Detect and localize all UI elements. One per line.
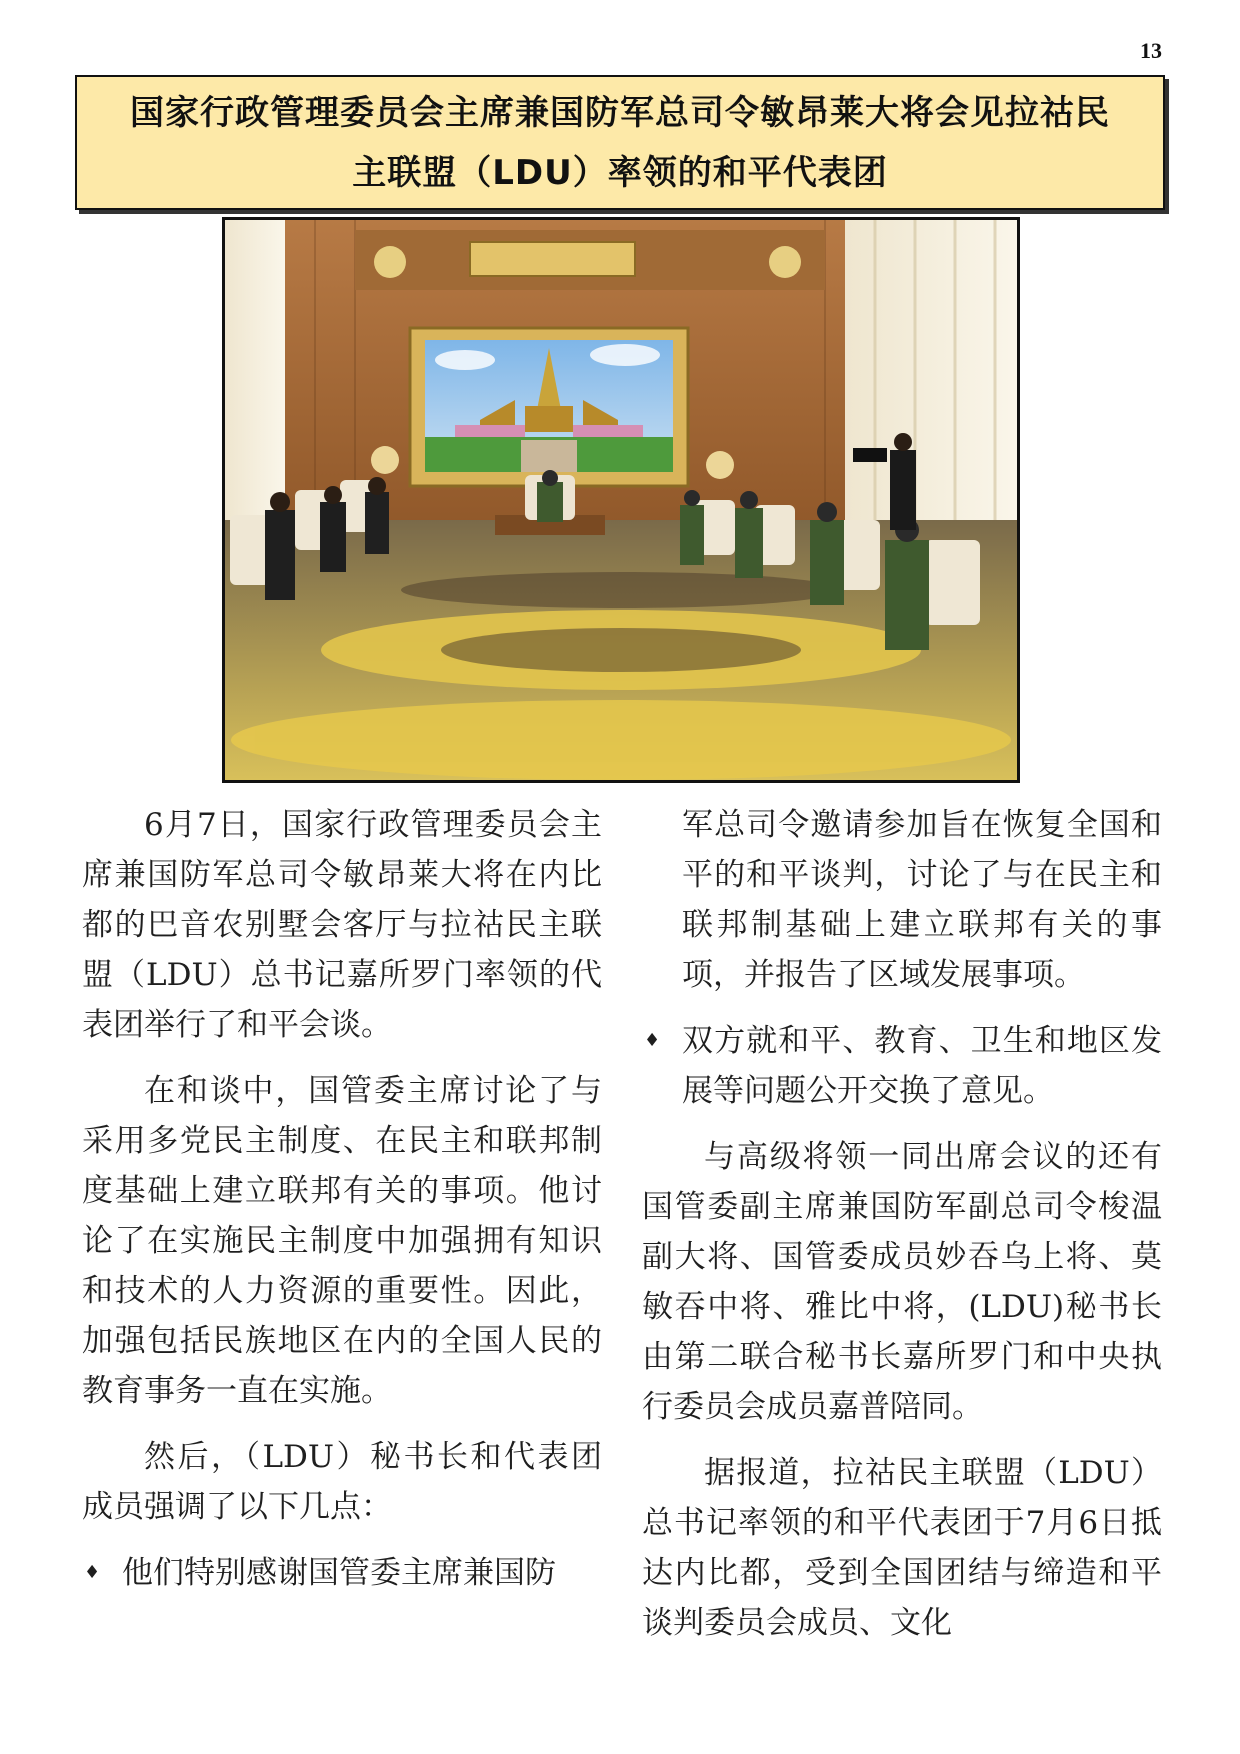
right-column (642, 800, 1162, 1664)
paragraph-4: 与高级将领一同出席会议的还有国管委副主席兼国防军副总司令梭温副大将、国管委成员妙吞乌上将、莫敏吞中将、雅比中将，(LDU)秘书长由第二联合秘书长嘉所罗门和中央执行委员会成员嘉普陪同。 (642, 1139, 1162, 1425)
bullet-text-2: 双方就和平、教育、卫生和地区发展等问题公开交换了意见。 (682, 1023, 1162, 1109)
bullet-item-1 (82, 1548, 602, 1598)
paragraph-5: 据报道，拉祜民主联盟（LDU）总书记率领的和平代表团于7月6日抵达内比都，受到全国团结与缔造和平谈判委员会成员、文化 (642, 1455, 1162, 1641)
page-number: 13 (1140, 38, 1162, 63)
left-column (82, 800, 602, 1614)
headline-line-2: 主联盟（LDU）率领的和平代表团 (352, 152, 888, 193)
meeting-photo (222, 217, 1020, 783)
bullet-item-2 (642, 1016, 1162, 1116)
bullet-icon: ♦ (644, 1030, 661, 1051)
bullet-item-1-continued: 军总司令邀请参加旨在恢复全国和平的和平谈判，讨论了与在民主和联邦制基础上建立联邦有关的事项，并报告了区域发展事项。 (682, 807, 1162, 993)
paragraph-2: 在和谈中，国管委主席讨论了与采用多党民主制度、在民主和联邦制度基础上建立联邦有关的事项。他讨论了在实施民主制度中加强拥有知识和技术的人力资源的重要性。因此，加强包括民族地区在内的全国人民的教育事务一直在实施。 (82, 1073, 602, 1409)
paragraph-1: 6月7日，国家行政管理委员会主席兼国防军总司令敏昂莱大将在内比都的巴音农别墅会客厅与拉祜民主联盟（LDU）总书记嘉所罗门率领的代表团举行了和平会谈。 (82, 807, 602, 1043)
headline-line-1: 国家行政管理委员会主席兼国防军总司令敏昂莱大将会见拉祜民 (130, 92, 1110, 133)
headline-box (75, 75, 1165, 210)
bullet-text-1: 他们特别感谢国管委主席兼国防 (122, 1555, 556, 1591)
bullet-icon: ♦ (84, 1562, 101, 1583)
paragraph-3: 然后，（LDU）秘书长和代表团成员强调了以下几点： (82, 1439, 602, 1525)
